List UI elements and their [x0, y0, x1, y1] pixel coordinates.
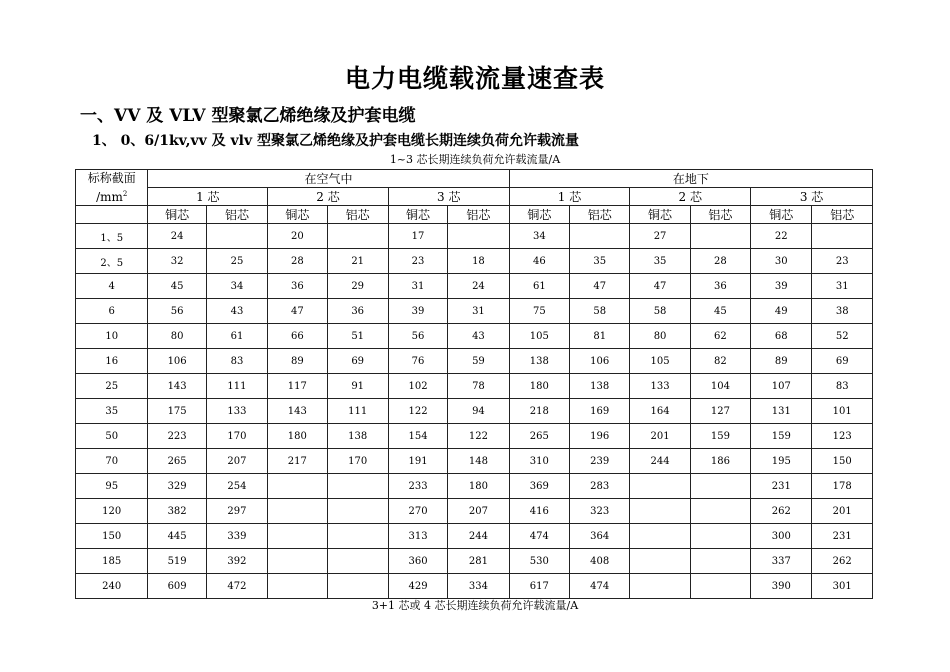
ampacity-cell: 51 [327, 324, 388, 349]
ampacity-cell: 122 [448, 424, 509, 449]
ampacity-cell: 337 [751, 549, 812, 574]
ampacity-cell: 38 [812, 299, 873, 324]
ampacity-cell: 408 [570, 549, 630, 574]
ampacity-cell: 231 [751, 474, 812, 499]
ampacity-cell: 334 [448, 574, 509, 599]
ampacity-cell [327, 474, 388, 499]
header-material: 铝芯 [690, 206, 750, 224]
header-core: 2 芯 [268, 188, 389, 206]
header-material: 铜芯 [388, 206, 447, 224]
ampacity-cell: 39 [751, 274, 812, 299]
ampacity-cell: 111 [206, 374, 267, 399]
ampacity-cell: 133 [630, 374, 690, 399]
ampacity-cell: 191 [388, 449, 447, 474]
ampacity-cell: 34 [509, 224, 569, 249]
ampacity-cell: 30 [751, 249, 812, 274]
ampacity-cell: 360 [388, 549, 447, 574]
header-core: 3 芯 [751, 188, 873, 206]
ampacity-cell: 29 [327, 274, 388, 299]
table-row [76, 349, 873, 374]
cross-section-cell: 1、5 [76, 224, 148, 249]
ampacity-cell [268, 499, 327, 524]
ampacity-cell: 127 [690, 399, 750, 424]
header-material: 铜芯 [630, 206, 690, 224]
ampacity-cell: 178 [812, 474, 873, 499]
ampacity-cell: 159 [751, 424, 812, 449]
ampacity-cell: 369 [509, 474, 569, 499]
ampacity-cell: 25 [206, 249, 267, 274]
ampacity-cell: 91 [327, 374, 388, 399]
ampacity-cell [812, 224, 873, 249]
ampacity-cell: 429 [388, 574, 447, 599]
ampacity-cell [448, 224, 509, 249]
ampacity-cell: 244 [448, 524, 509, 549]
ampacity-cell: 56 [148, 299, 206, 324]
ampacity-cell: 530 [509, 549, 569, 574]
ampacity-cell: 170 [206, 424, 267, 449]
ampacity-cell: 313 [388, 524, 447, 549]
cross-section-cell: 2、5 [76, 249, 148, 274]
ampacity-cell: 47 [268, 299, 327, 324]
ampacity-cell: 131 [751, 399, 812, 424]
header-row-materials [76, 206, 873, 224]
ampacity-cell: 143 [268, 399, 327, 424]
ampacity-cell: 18 [448, 249, 509, 274]
ampacity-cell [690, 474, 750, 499]
ampacity-cell: 94 [448, 399, 509, 424]
header-material: 铝芯 [812, 206, 873, 224]
ampacity-cell: 75 [509, 299, 569, 324]
table-row [76, 574, 873, 599]
table-row [76, 299, 873, 324]
ampacity-cell: 416 [509, 499, 569, 524]
table-row [76, 399, 873, 424]
table-row [76, 249, 873, 274]
ampacity-cell: 472 [206, 574, 267, 599]
ampacity-cell [268, 549, 327, 574]
header-material: 铜芯 [148, 206, 206, 224]
ampacity-cell [630, 524, 690, 549]
ampacity-cell: 89 [751, 349, 812, 374]
ampacity-cell: 34 [206, 274, 267, 299]
header-core: 2 芯 [630, 188, 751, 206]
ampacity-cell: 59 [448, 349, 509, 374]
ampacity-cell: 283 [570, 474, 630, 499]
table-body [76, 170, 873, 599]
ampacity-cell: 17 [388, 224, 447, 249]
ampacity-cell [630, 574, 690, 599]
ampacity-cell: 35 [570, 249, 630, 274]
ampacity-cell: 138 [327, 424, 388, 449]
header-material: 铜芯 [509, 206, 569, 224]
header-core: 1 芯 [148, 188, 268, 206]
ampacity-cell [206, 224, 267, 249]
ampacity-cell: 43 [206, 299, 267, 324]
ampacity-cell: 80 [630, 324, 690, 349]
ampacity-cell: 392 [206, 549, 267, 574]
cross-section-cell: 6 [76, 299, 148, 324]
ampacity-table [75, 169, 873, 599]
stub-label: 标称截面 [87, 171, 136, 185]
table-row [76, 449, 873, 474]
ampacity-cell: 104 [690, 374, 750, 399]
cross-section-cell: 95 [76, 474, 148, 499]
ampacity-cell [327, 549, 388, 574]
ampacity-cell: 45 [690, 299, 750, 324]
cross-section-cell: 70 [76, 449, 148, 474]
header-material: 铝芯 [448, 206, 509, 224]
ampacity-cell: 297 [206, 499, 267, 524]
ampacity-cell [327, 224, 388, 249]
ampacity-cell: 56 [388, 324, 447, 349]
ampacity-cell: 111 [327, 399, 388, 424]
ampacity-cell: 218 [509, 399, 569, 424]
ampacity-cell: 31 [448, 299, 509, 324]
ampacity-cell: 31 [388, 274, 447, 299]
ampacity-cell [327, 524, 388, 549]
table-row [76, 424, 873, 449]
ampacity-cell: 186 [690, 449, 750, 474]
ampacity-cell: 28 [268, 249, 327, 274]
ampacity-cell [690, 524, 750, 549]
cross-section-cell: 25 [76, 374, 148, 399]
header-material: 铜芯 [268, 206, 327, 224]
ampacity-cell: 148 [448, 449, 509, 474]
ampacity-cell: 36 [268, 274, 327, 299]
ampacity-cell: 66 [268, 324, 327, 349]
ampacity-cell: 35 [630, 249, 690, 274]
ampacity-cell: 107 [751, 374, 812, 399]
ampacity-cell: 265 [509, 424, 569, 449]
ampacity-cell [268, 574, 327, 599]
ampacity-cell: 154 [388, 424, 447, 449]
cross-section-cell: 240 [76, 574, 148, 599]
ampacity-cell: 36 [327, 299, 388, 324]
ampacity-cell: 519 [148, 549, 206, 574]
ampacity-cell: 281 [448, 549, 509, 574]
header-material: 铝芯 [570, 206, 630, 224]
ampacity-cell: 180 [268, 424, 327, 449]
ampacity-cell: 196 [570, 424, 630, 449]
ampacity-cell: 89 [268, 349, 327, 374]
ampacity-cell: 169 [570, 399, 630, 424]
ampacity-cell [268, 524, 327, 549]
ampacity-cell: 262 [751, 499, 812, 524]
ampacity-cell: 76 [388, 349, 447, 374]
ampacity-cell: 31 [812, 274, 873, 299]
ampacity-cell: 78 [448, 374, 509, 399]
header-material: 铝芯 [327, 206, 388, 224]
ampacity-cell: 27 [630, 224, 690, 249]
stub-unit: $/mm^2$ [96, 190, 128, 204]
cross-section-cell: 150 [76, 524, 148, 549]
cross-section-cell: 120 [76, 499, 148, 524]
cross-section-cell: 50 [76, 424, 148, 449]
ampacity-cell: 382 [148, 499, 206, 524]
ampacity-cell [690, 499, 750, 524]
ampacity-cell [690, 549, 750, 574]
ampacity-cell: 49 [751, 299, 812, 324]
ampacity-cell: 138 [509, 349, 569, 374]
subsection-heading: 1、 0、6/1kv,vv 及 vlv 型聚氯乙烯绝缘及护套电缆长期连续负荷允许载流量 [92, 133, 579, 149]
header-material: 铜芯 [751, 206, 812, 224]
ampacity-cell [690, 574, 750, 599]
ampacity-cell: 231 [812, 524, 873, 549]
ampacity-cell: 45 [148, 274, 206, 299]
ampacity-cell: 474 [570, 574, 630, 599]
ampacity-cell: 254 [206, 474, 267, 499]
ampacity-cell: 262 [812, 549, 873, 574]
table-row [76, 374, 873, 399]
ampacity-cell: 175 [148, 399, 206, 424]
ampacity-cell: 81 [570, 324, 630, 349]
ampacity-cell: 47 [630, 274, 690, 299]
table-row [76, 274, 873, 299]
cross-section-cell: 10 [76, 324, 148, 349]
ampacity-cell: 301 [812, 574, 873, 599]
ampacity-cell: 180 [448, 474, 509, 499]
section-heading: 一、VV 及 VLV 型聚氯乙烯绝缘及护套电缆 [80, 106, 416, 126]
ampacity-cell: 106 [570, 349, 630, 374]
ampacity-cell: 201 [630, 424, 690, 449]
table-row [76, 224, 873, 249]
ampacity-cell: 22 [751, 224, 812, 249]
ampacity-cell: 21 [327, 249, 388, 274]
ampacity-cell [268, 474, 327, 499]
table-row [76, 499, 873, 524]
ampacity-cell: 61 [206, 324, 267, 349]
ampacity-cell: 239 [570, 449, 630, 474]
ampacity-cell [630, 549, 690, 574]
ampacity-cell: 150 [812, 449, 873, 474]
header-row-location [76, 170, 873, 188]
ampacity-cell: 69 [327, 349, 388, 374]
ampacity-cell: 474 [509, 524, 569, 549]
ampacity-cell: 609 [148, 574, 206, 599]
ampacity-cell: 180 [509, 374, 569, 399]
ampacity-cell: 329 [148, 474, 206, 499]
ampacity-cell: 83 [206, 349, 267, 374]
header-core: 3 芯 [388, 188, 509, 206]
ampacity-cell: 58 [630, 299, 690, 324]
ampacity-cell: 36 [690, 274, 750, 299]
ampacity-cell: 122 [388, 399, 447, 424]
ampacity-cell: 164 [630, 399, 690, 424]
ampacity-cell: 617 [509, 574, 569, 599]
header-material: 铝芯 [206, 206, 267, 224]
ampacity-cell: 159 [690, 424, 750, 449]
ampacity-cell: 323 [570, 499, 630, 524]
header-row-cores [76, 188, 873, 206]
ampacity-cell: 80 [148, 324, 206, 349]
header-underground: 在地下 [509, 170, 872, 188]
ampacity-cell [327, 499, 388, 524]
ampacity-cell: 101 [812, 399, 873, 424]
ampacity-cell [690, 224, 750, 249]
ampacity-cell: 270 [388, 499, 447, 524]
ampacity-cell: 117 [268, 374, 327, 399]
ampacity-cell: 339 [206, 524, 267, 549]
table-row [76, 524, 873, 549]
ampacity-cell: 207 [448, 499, 509, 524]
ampacity-cell [570, 224, 630, 249]
ampacity-cell: 23 [812, 249, 873, 274]
ampacity-cell: 207 [206, 449, 267, 474]
ampacity-cell: 20 [268, 224, 327, 249]
cross-section-cell: 4 [76, 274, 148, 299]
ampacity-cell: 52 [812, 324, 873, 349]
ampacity-cell: 24 [148, 224, 206, 249]
ampacity-cell [327, 574, 388, 599]
ampacity-cell [630, 474, 690, 499]
ampacity-cell: 195 [751, 449, 812, 474]
ampacity-cell: 105 [509, 324, 569, 349]
ampacity-cell: 83 [812, 374, 873, 399]
ampacity-cell: 223 [148, 424, 206, 449]
ampacity-cell: 24 [448, 274, 509, 299]
ampacity-cell: 300 [751, 524, 812, 549]
table-row [76, 549, 873, 574]
header-blank-cell [76, 206, 148, 224]
ampacity-cell [630, 499, 690, 524]
ampacity-cell: 28 [690, 249, 750, 274]
ampacity-cell: 62 [690, 324, 750, 349]
ampacity-cell: 43 [448, 324, 509, 349]
ampacity-cell: 106 [148, 349, 206, 374]
ampacity-cell: 310 [509, 449, 569, 474]
ampacity-cell: 244 [630, 449, 690, 474]
header-in-air: 在空气中 [148, 170, 509, 188]
ampacity-cell: 390 [751, 574, 812, 599]
ampacity-cell: 68 [751, 324, 812, 349]
ampacity-cell: 170 [327, 449, 388, 474]
ampacity-cell: 102 [388, 374, 447, 399]
ampacity-cell: 58 [570, 299, 630, 324]
table-caption: 1~3 芯长期连续负荷允许载流量/A [389, 153, 561, 166]
ampacity-cell: 47 [570, 274, 630, 299]
page-title: 电力电缆载流量速查表 [344, 64, 605, 93]
ampacity-cell: 61 [509, 274, 569, 299]
ampacity-cell: 69 [812, 349, 873, 374]
ampacity-cell: 265 [148, 449, 206, 474]
ampacity-cell: 82 [690, 349, 750, 374]
ampacity-cell: 138 [570, 374, 630, 399]
ampacity-cell: 445 [148, 524, 206, 549]
ampacity-cell: 39 [388, 299, 447, 324]
cross-section-cell: 35 [76, 399, 148, 424]
ampacity-cell: 123 [812, 424, 873, 449]
bottom-caption: 3+1 芯或 4 芯长期连续负荷允许载流量/A [371, 599, 579, 612]
ampacity-cell: 105 [630, 349, 690, 374]
table-row [76, 474, 873, 499]
table-row [76, 324, 873, 349]
ampacity-cell: 23 [388, 249, 447, 274]
ampacity-cell: 143 [148, 374, 206, 399]
ampacity-cell: 364 [570, 524, 630, 549]
ampacity-cell: 32 [148, 249, 206, 274]
ampacity-cell: 233 [388, 474, 447, 499]
ampacity-cell: 217 [268, 449, 327, 474]
cross-section-cell: 185 [76, 549, 148, 574]
stub-header [76, 170, 148, 206]
cross-section-cell: 16 [76, 349, 148, 374]
ampacity-cell: 133 [206, 399, 267, 424]
ampacity-cell: 46 [509, 249, 569, 274]
ampacity-cell: 201 [812, 499, 873, 524]
header-core: 1 芯 [509, 188, 630, 206]
